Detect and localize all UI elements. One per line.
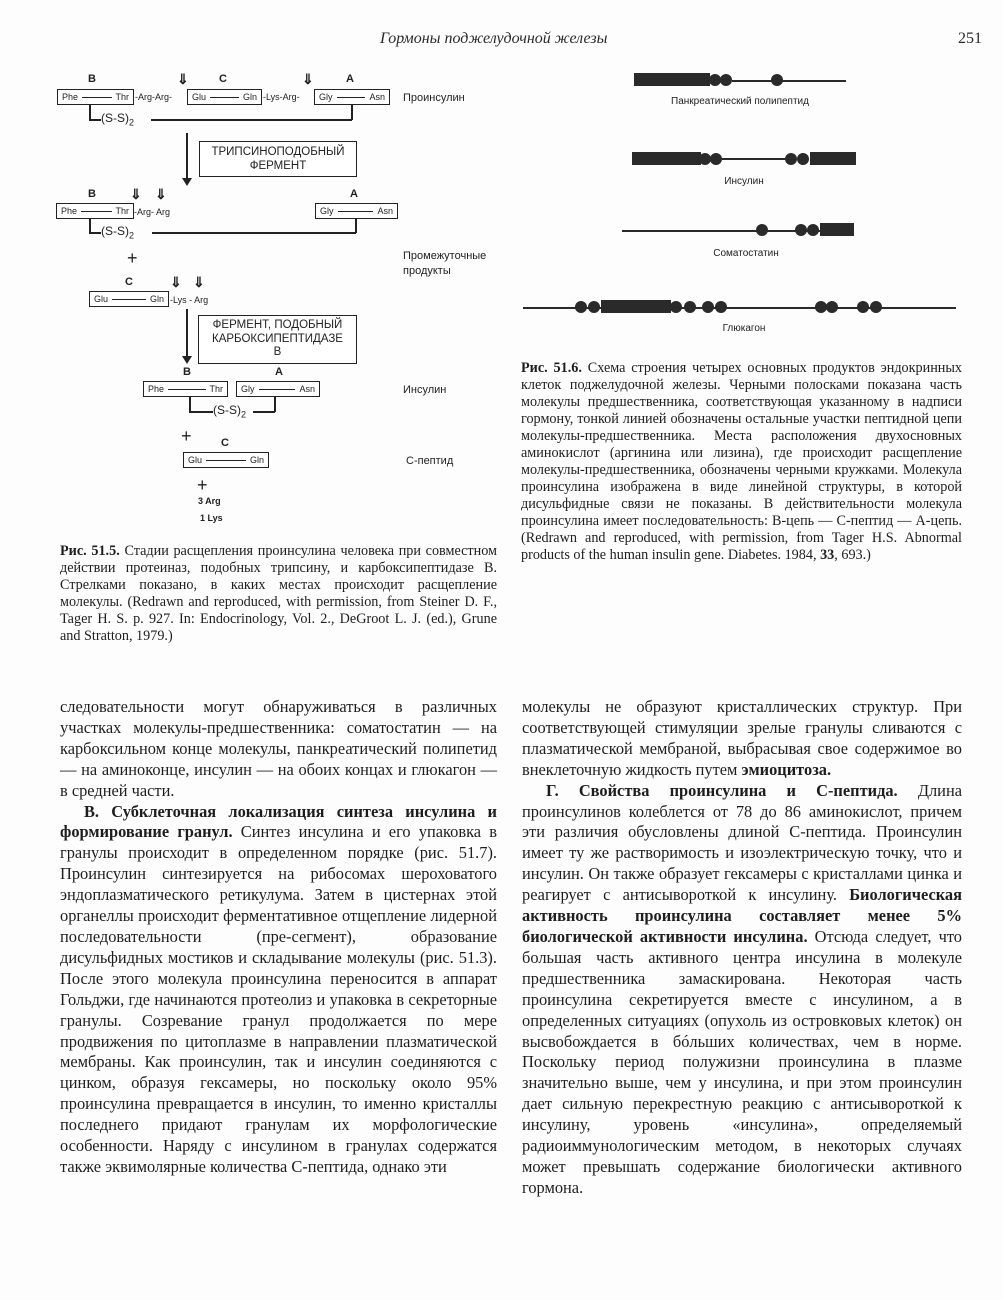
caption-text: Стадии расщепления проинсулина человека при совместном действии протеиназ, подобных трипсину, и карбоксипептидазе В. Стрелками показано, в каких местах происходит расщепление молекулы. (Redrawn and reproduced, with permission, from Steiner D. F., Tager H. S. p. 927. In: Endocrinology, Vol. 2., DeGroot L. J. (ed.), Grune and Stratton, 1979.) [60,543,498,644]
residue: Asn [369,92,385,102]
enzyme-name: ФЕРМЕНТ, ПОДОБНЫЙ [212,319,343,331]
proinsulin-label: Проинсулин [403,92,465,104]
paragraph: следовательности могут обнаруживаться в различных участках молекулы-предшественника: соматостатин — на карбоксильном конце молекулы, панкреатический полипетид — на аминоконце, инсулин — на обоих концах и глюкагон — в средней части. [60,697,497,800]
residue: Gly [241,384,255,394]
disulfide-bond: $(S-S)_2$ [213,403,247,420]
hormone-label: Панкреатический полипептид [671,96,809,107]
b-chain-label: B [88,188,96,200]
page-number: 251 [958,30,982,47]
byproduct-arg: 3 Arg [198,496,221,506]
residue: Asn [299,384,315,394]
hormone-label: Соматостатин [713,248,779,259]
plus-sign: + [181,426,192,446]
insulin-label: Инсулин [403,384,447,396]
paragraph-text: молекулы не образуют кристаллических структур. При соответствующей стимуляции зрелые гранулы сливаются с плазматической мембраной, выбрасывая свое содержимое во внеклеточную жидкость путем [522,697,962,779]
caption-label: Рис. 51.6. [521,360,582,376]
trypsin-like-enzyme-box [199,141,357,177]
right-column-text [522,697,962,1199]
section-text: Отсюда следует, что большая часть активного центра инсулина в молекуле предшественника замаскирована. Некоторая часть проинсулина секретируется вместе с инсулином, а в определенных ситуациях (опухоль из островковых клеток) он высвобождается в бóльших количествах, чем в норме. Поскольку период полужизни проинсулина в плазме значительно выше, чем у инсулина, и при этом проинсулин дает сильную перекрестную реакцию с антисывороткой к инсулину, уровень «инсулина», определяемый радиоиммунологическим методом, в некоторых случаях может превышать содержание биологически активного гормона. [522,926,962,1197]
hormone-label: Инсулин [724,176,764,187]
c-peptide-label: С-пептид [406,455,454,467]
residue: Gln [242,92,257,102]
insulin-b-chain [143,381,228,397]
caption-text: Схема строения четырех основных продуктов эндокринных клеток поджелудочной железы. Черными полосками показана часть молекулы предшественника, соответствующая указанному в надписи гормону, тонкой линией обозначены остальные участки пептидной цепи молекулы-предшественника. Места расположения двухосновных аминокислот (аргинина или лизина), где происходит расщепление молекулы-предшественника, обозначены черными кружками. Молекула проинсулина изображена в виде линейной структуры, в которой дисульфидные связи не показаны. В действительности молекула проинсулина имеет последовательность: В-цепь — С-пептид — А-цепь. (Redrawn and reproduced, with permission, from Tager H.S. Abnormal products of the human insulin gene. Diabetes. 1984, [521,360,963,563]
section-heading: Г. Свойства проинсулина и С-пептида. [546,780,898,800]
a-chain-label: A [350,188,358,200]
cleavage-arrow-icon: ⇓ [193,274,205,290]
c-tail-lys-arg: -Lys - Arg [170,295,209,305]
residue: Glu [192,92,207,102]
c-chain-label: C [221,437,229,449]
disulfide-bond: $(S-S)_2$ [101,111,135,128]
hormone-label: Глюкагон [722,323,766,334]
residue: Thr [115,92,129,102]
residue: Thr [209,384,223,394]
proinsulin-c-chain [187,89,262,105]
residue: Phe [61,206,78,216]
enzyme-name: ФЕРМЕНТ [249,160,307,172]
enzyme-name: ТРИПСИНОПОДОБНЫЙ [211,146,345,158]
b-chain-label: B [88,73,96,85]
linker-lys-arg: -Lys-Arg- [263,92,300,102]
paragraph [522,697,962,781]
disulfide-bond: $(S-S)_2$ [101,224,135,241]
intermediate-b-chain [56,203,134,219]
left-column-text [60,697,497,1178]
residue: Gln [149,294,164,304]
figure-51-5-caption [60,543,497,645]
c-chain-label: C [219,73,227,85]
section-heading: В. Субклеточная локализация синтеза инсулина и формирование гранул. [60,801,497,842]
proinsulin-b-chain [57,89,134,105]
intermediates-label: Промежуточные [403,250,487,262]
b-chain-label: B [183,366,191,378]
intermediate-c-chain [89,291,169,307]
byproduct-lys: 1 Lys [200,513,223,523]
cleavage-arrow-icon: ⇓ [155,186,167,202]
residue: Phe [148,384,165,394]
c-peptide-chain [183,452,269,468]
enzyme-name: B [273,346,282,358]
cleavage-arrow-icon: ⇓ [130,186,142,202]
cleavage-arrow-icon: ⇓ [170,274,182,290]
residue: Phe [62,92,79,102]
plus-sign: + [127,248,138,268]
figure-51-5-diagram [0,0,510,530]
residue: Asn [377,206,393,216]
a-chain-label: A [275,366,283,378]
residue: Gly [320,206,334,216]
plus-sign: + [197,475,208,495]
caption-end: , 693.) [834,547,871,563]
intermediate-a-chain [315,203,398,219]
residue: Glu [188,455,203,465]
cleavage-arrow-icon: ⇓ [177,71,189,87]
c-chain-label: C [125,276,133,288]
enzyme-name: КАРБОКСИПЕПТИДАЗЕ [212,332,343,345]
residue: Gly [319,92,333,102]
intermediates-label: продукты [403,265,451,277]
residue: Glu [94,294,109,304]
residue: Thr [115,206,129,216]
term: эмиоцитоза. [741,759,832,779]
a-chain-label: A [346,73,354,85]
insulin-a-chain [236,381,320,397]
section-v-paragraph [60,802,497,1178]
section-text: Длина проинсулинов колеблется от 78 до 86 аминокислот, причем эти различия обусловлены длиной С-пептида. Проинсулин имеет ту же растворимость и изоэлектрическую точку, что и инсулин. Он также образует гексамеры с кристаллами цинка и реагирует с антисывороткой к инсулину. [522,780,962,905]
carboxypeptidase-like-enzyme-box [198,315,357,364]
caption-label: Рис. 51.5. [60,543,120,559]
b-tail-arg-arg: -Arg- Arg [134,207,171,217]
section-g-paragraph [522,781,962,1199]
cleavage-arrow-icon: ⇓ [302,71,314,87]
running-title: Гормоны поджелудочной железы [380,30,608,47]
figure-51-6-diagram [510,60,980,350]
section-text: Синтез инсулина и его упаковка в гранулы происходит в определенном порядке (рис. 51.7). Проинсулин синтезируется на рибосомах шероховатого эндоплазматического ретикулума. Затем в цистернах этой органеллы происходит ферментативное отщепление лидерной последовательности (пре-сегмент), образование дисульфидных мостиков и складывание молекулы (рис. 51.3). После этого молекула проинсулина переносится в аппарат Гольджи, где начинаются протеолиз и упаковка в секреторные гранулы. Созревание гранул продолжается по мере продвижения по цитоплазме в направлении плазматической мембраны. Как проинсулин, так и инсулин соединяются с цинком, образуя гексамеры, но поскольку около 95% проинсулина превращается в инсулин, то именно кристаллы последнего придают гранулам их морфологические особенности. Наряду с инсулином в гранулах содержатся также эквимолярные количества С-пептида, однако эти [60,822,497,1176]
residue: Gln [249,455,264,465]
caption-volume: 33 [820,547,835,563]
key-statement: Биологическая активность проинсулина составляет менее 5% биологической активности инсулина. [522,885,962,946]
linker-arg-arg: -Arg-Arg- [135,92,173,102]
proinsulin-a-chain [314,89,390,105]
figure-51-6-caption [521,360,962,564]
